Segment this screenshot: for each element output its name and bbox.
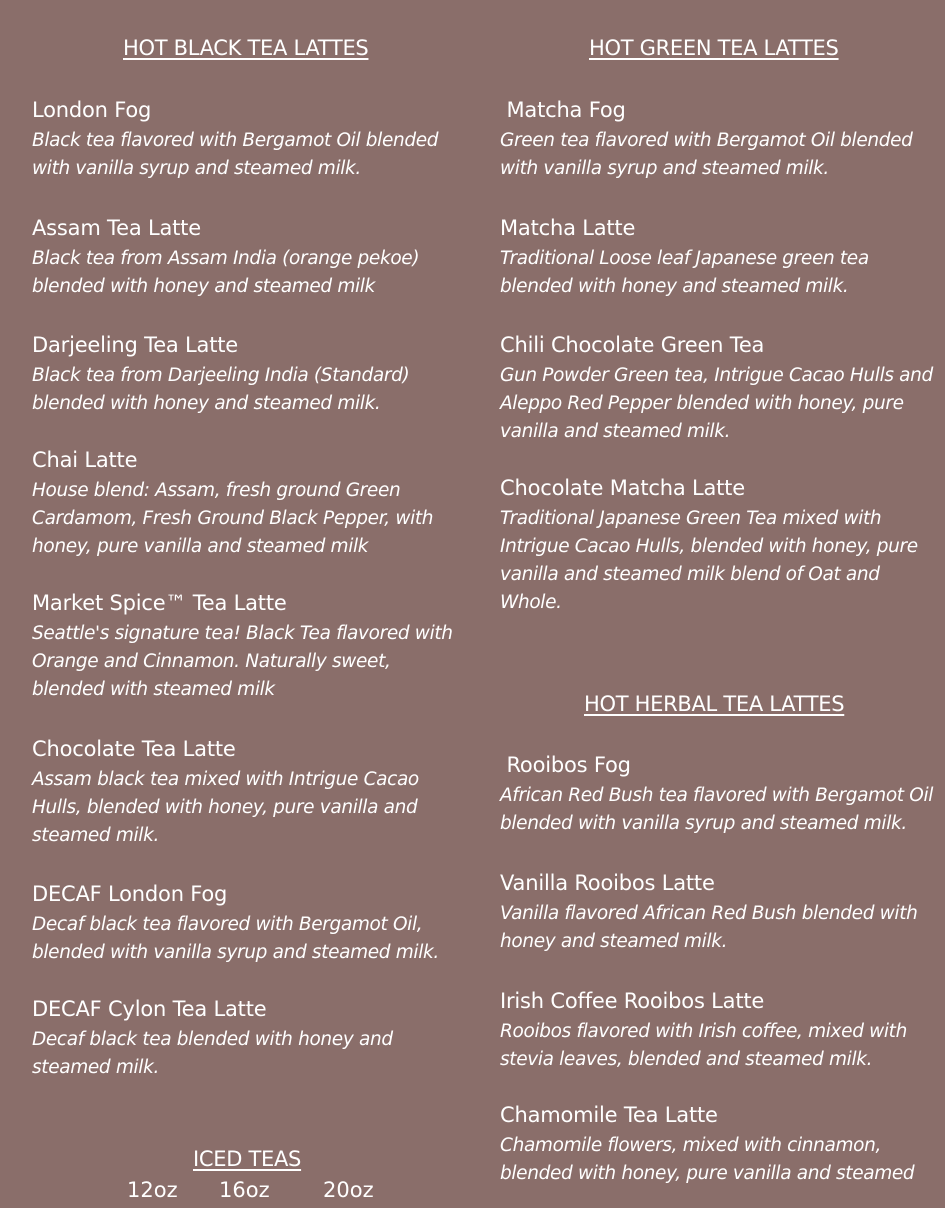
menu-item: [500, 869, 940, 956]
item-description: Decaf black tea blended with honey and steamed milk.: [32, 1029, 393, 1078]
menu-item: [32, 446, 462, 561]
item-description: Traditional Japanese Green Tea mixed with Intrigue Cacao Hulls, blended with honey, pure vanilla and steamed milk blend of Oat and Whole.: [500, 508, 918, 613]
iced-teas-heading: ICED TEAS: [193, 1147, 302, 1171]
item-description: Gun Powder Green tea, Intrigue Cacao Hulls and Aleppo Red Pepper blended with honey, pure vanilla and steamed milk.: [500, 365, 933, 442]
item-name: Market Spice™ Tea Latte: [32, 591, 287, 615]
menu-item: [32, 735, 462, 850]
item-description: Vanilla flavored African Red Bush blended with honey and steamed milk.: [500, 903, 918, 952]
item-name: DECAF London Fog: [32, 882, 228, 906]
menu-item: [32, 96, 462, 183]
item-name: DECAF Cylon Tea Latte: [32, 997, 267, 1021]
menu-item: [500, 214, 940, 301]
item-name: Darjeeling Tea Latte: [32, 333, 239, 357]
item-name: Chili Chocolate Green Tea: [500, 333, 765, 357]
menu-item: [500, 474, 940, 617]
item-description: Seattle's signature tea! Black Tea flavored with Orange and Cinnamon. Naturally sweet, blended with steamed milk: [32, 623, 453, 700]
green-tea-heading: HOT GREEN TEA LATTES: [589, 36, 839, 60]
item-description: Rooibos flavored with Irish coffee, mixed with stevia leaves, blended and steamed milk.: [500, 1021, 907, 1070]
menu-item: [32, 331, 462, 418]
item-name: Matcha Fog: [500, 98, 626, 122]
menu-item: [500, 331, 940, 446]
item-name: Chamomile Tea Latte: [500, 1103, 718, 1127]
herbal-tea-heading: HOT HERBAL TEA LATTES: [584, 692, 845, 716]
item-description: House blend: Assam, fresh ground Green Cardamom, Fresh Ground Black Pepper, with honey, pure vanilla and steamed milk: [32, 480, 434, 557]
item-description: Black tea flavored with Bergamot Oil blended with vanilla syrup and steamed milk.: [32, 130, 439, 179]
item-description: Green tea flavored with Bergamot Oil blended with vanilla syrup and steamed milk.: [500, 130, 913, 179]
item-description: Decaf black tea flavored with Bergamot Oil, blended with vanilla syrup and steamed milk.: [32, 914, 439, 963]
size-20oz: 20oz: [323, 1178, 374, 1202]
item-description: Black tea from Darjeeling India (Standard) blended with honey and steamed milk.: [32, 365, 410, 414]
size-16oz: 16oz: [219, 1178, 270, 1202]
item-name: Assam Tea Latte: [32, 216, 201, 240]
item-name: Vanilla Rooibos Latte: [500, 871, 715, 895]
item-description: Black tea from Assam India (orange pekoe) blended with honey and steamed milk: [32, 248, 420, 297]
menu-item: [32, 589, 457, 704]
item-description: Chamomile flowers, mixed with cinnamon, blended with honey, pure vanilla and steamed: [500, 1135, 915, 1184]
item-description: Traditional Loose leaf Japanese green tea blended with honey and steamed milk.: [500, 248, 869, 297]
item-name: Rooibos Fog: [500, 753, 631, 777]
menu-item: [32, 214, 462, 301]
iced-tea-sizes: [0, 1178, 945, 1208]
item-description: Assam black tea mixed with Intrigue Cacao Hulls, blended with honey, pure vanilla and steamed milk.: [32, 769, 419, 846]
item-name: London Fog: [32, 98, 152, 122]
menu-item: [500, 987, 940, 1074]
menu-item: [500, 751, 940, 838]
item-name: Chai Latte: [32, 448, 138, 472]
item-name: Chocolate Tea Latte: [32, 737, 236, 761]
size-12oz: 12oz: [127, 1178, 178, 1202]
menu-item: [500, 96, 940, 183]
menu-item: [32, 995, 462, 1082]
item-name: Matcha Latte: [500, 216, 636, 240]
menu-item: [32, 880, 462, 967]
black-tea-heading: HOT BLACK TEA LATTES: [123, 36, 369, 60]
menu-item: [500, 1101, 940, 1188]
item-name: Irish Coffee Rooibos Latte: [500, 989, 765, 1013]
item-description: African Red Bush tea flavored with Bergamot Oil blended with vanilla syrup and steamed milk.: [500, 785, 934, 834]
item-name: Chocolate Matcha Latte: [500, 476, 745, 500]
